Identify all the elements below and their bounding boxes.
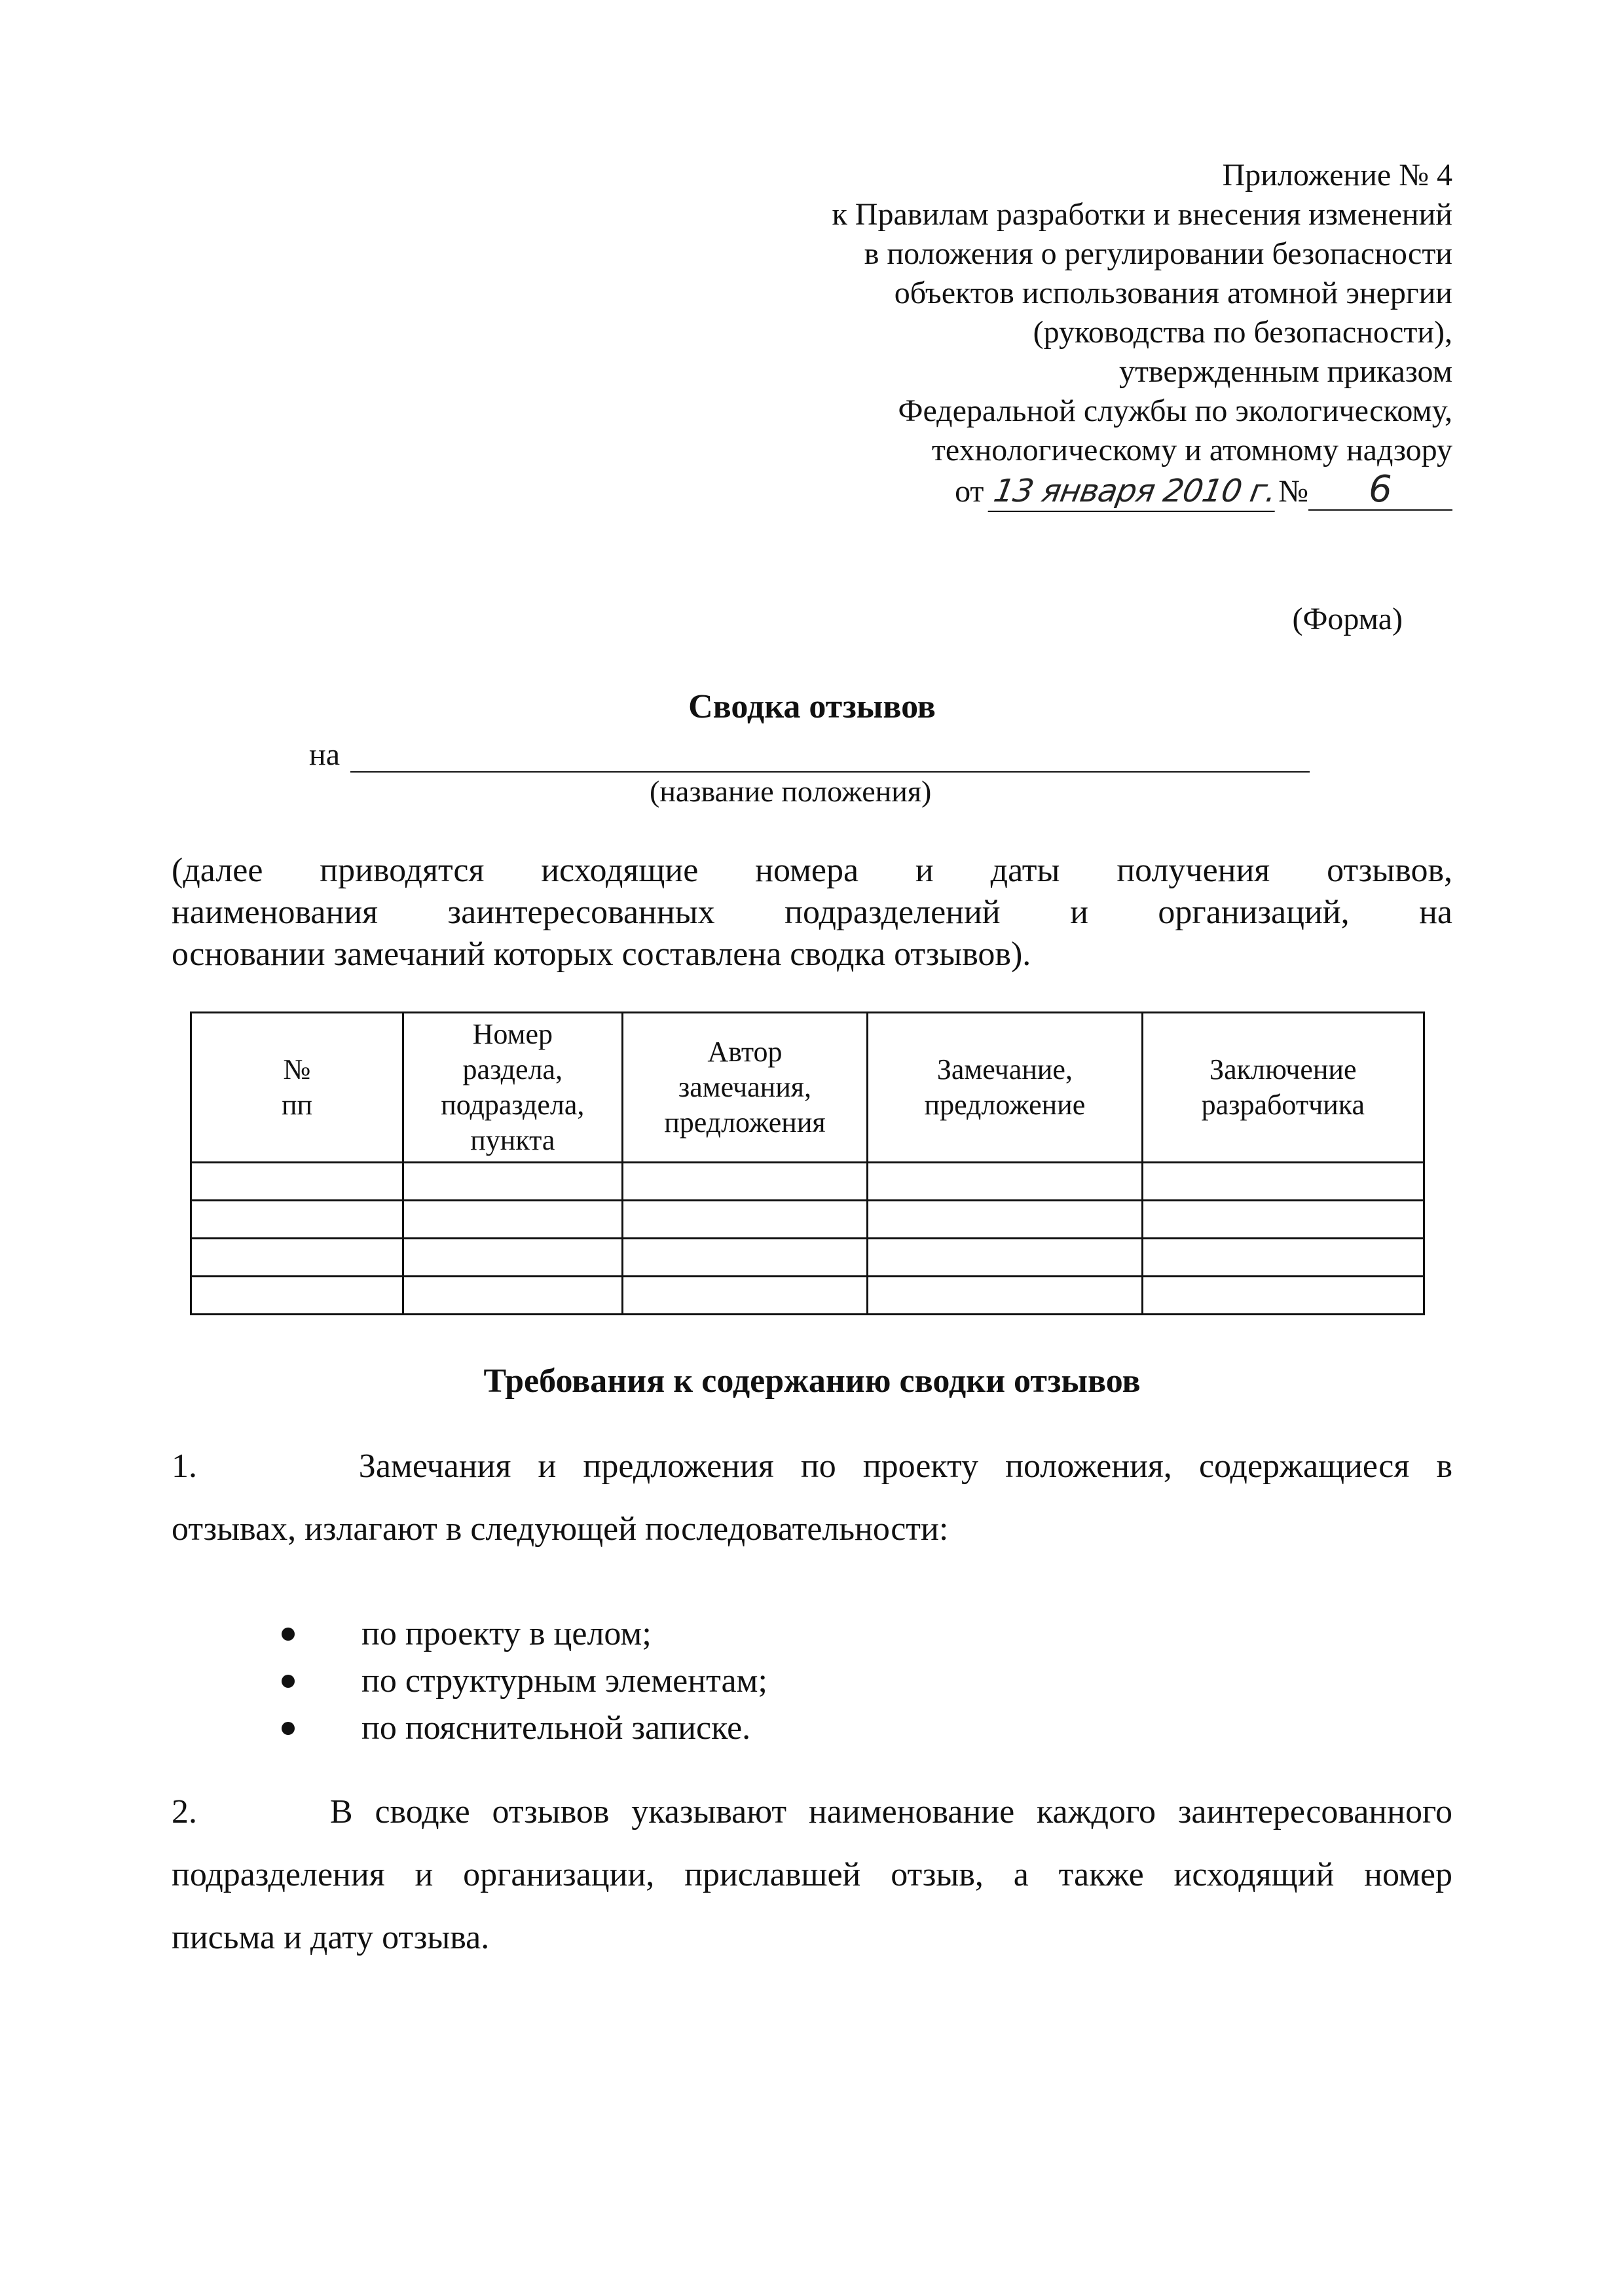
header-author [622,1013,868,1163]
table-cell [1142,1277,1424,1315]
paragraph-2-line-2: подразделения и организации, приславшей отзыв, а также исходящий номер [172,1856,1452,1893]
paragraph-2-line-3: письма и дату отзыва. [172,1919,490,1956]
header-author-l3: предложения [664,1106,826,1139]
header-conclusion [1142,1013,1424,1163]
appendix-line-3: в положения о регулировании безопасности [864,236,1452,271]
order-date-line [601,470,1452,512]
handwritten-number: 6 [1308,470,1452,511]
header-section [403,1013,623,1163]
intro-line-1: (далее приводятся исходящие номера и даты получения отзывов, [172,852,1452,889]
intro-paragraph [172,850,1452,975]
table-cell [1142,1163,1424,1201]
paragraph-2-line-1: 2. В сводке отзывов указывают наименование каждого заинтересованного [172,1793,1452,1831]
regulation-name-caption: (название положения) [650,774,932,808]
table-cell [1142,1239,1424,1277]
paragraph-1-line-2: отзывах, излагают в следующей последовательности: [172,1510,949,1548]
table-cell [622,1239,868,1277]
header-section-l4: пункта [470,1124,555,1156]
number-label: № [1278,474,1308,509]
list-item-text: по структурным элементам; [361,1662,767,1700]
intro-line-3: основании замечаний которых составлена сводка отзывов). [172,936,1031,973]
table-cell [403,1201,623,1239]
table-row [191,1239,1424,1277]
appendix-line-1: Приложение № 4 [1222,158,1452,192]
list-item [172,1705,767,1752]
table-cell [403,1277,623,1315]
appendix-header [601,156,1452,512]
list-item-text: по проекту в целом; [361,1615,652,1652]
header-author-l2: замечания, [678,1071,811,1103]
list-item [172,1658,767,1705]
table-cell [191,1163,403,1201]
header-number [191,1013,403,1163]
table-cell [868,1277,1142,1315]
appendix-line-4: объектов использования атомной энергии [894,276,1452,310]
regulation-name-blank [350,738,1310,773]
list-item-text: по пояснительной записке. [361,1709,751,1747]
header-remark [868,1013,1142,1163]
order-list [172,1611,767,1752]
document-title: Сводка отзывов [688,688,936,725]
regulation-name-row [309,737,1310,773]
bullet-icon [282,1722,295,1735]
table-cell [622,1277,868,1315]
table-cell [622,1163,868,1201]
table-cell [868,1201,1142,1239]
appendix-line-2: к Правилам разработки и внесения изменений [832,197,1452,232]
paragraph-1-line-1: 1. Замечания и предложения по проекту положения, содержащиеся в [172,1448,1452,1485]
header-author-l1: Автор [707,1036,783,1068]
paragraph-1 [172,1435,1452,1561]
appendix-line-8: технологическому и атомному надзору [931,433,1452,467]
table-row [191,1277,1424,1315]
na-label: на [309,737,340,772]
table-header-row [191,1013,1424,1163]
from-label: от [955,474,984,509]
table-cell [191,1239,403,1277]
header-number-l1: № [283,1053,311,1085]
table-cell [403,1239,623,1277]
appendix-line-6: утвержденным приказом [1119,354,1452,389]
table-cell [191,1277,403,1315]
table-cell [403,1163,623,1201]
header-section-l2: раздела, [462,1053,563,1085]
list-item [172,1611,767,1658]
table-cell [868,1163,1142,1201]
table-row [191,1201,1424,1239]
bullet-icon [282,1628,295,1641]
review-summary-table [190,1011,1425,1315]
appendix-line-7: Федеральной службы по экологическому, [898,393,1452,428]
table-cell [1142,1201,1424,1239]
header-conclusion-l1: Заключение [1209,1053,1357,1085]
header-conclusion-l2: разработчика [1201,1089,1365,1121]
header-remark-l2: предложение [924,1089,1086,1121]
intro-line-2: наименования заинтересованных подразделений и организаций, на [172,894,1452,931]
header-section-l1: Номер [472,1018,553,1050]
table-cell [868,1239,1142,1277]
table-cell [191,1201,403,1239]
handwritten-date: 13 января 2010 г. [988,471,1282,512]
appendix-line-5: (руководства по безопасности), [1033,315,1452,350]
header-number-l2: пп [281,1089,313,1121]
requirements-title: Требования к содержанию сводки отзывов [483,1362,1141,1400]
paragraph-2 [172,1781,1452,1969]
header-section-l3: подраздела, [441,1089,585,1121]
table-row [191,1163,1424,1201]
bullet-icon [282,1675,295,1688]
header-remark-l1: Замечание, [936,1053,1073,1085]
form-label: (Форма) [1292,602,1403,636]
table-cell [622,1201,868,1239]
